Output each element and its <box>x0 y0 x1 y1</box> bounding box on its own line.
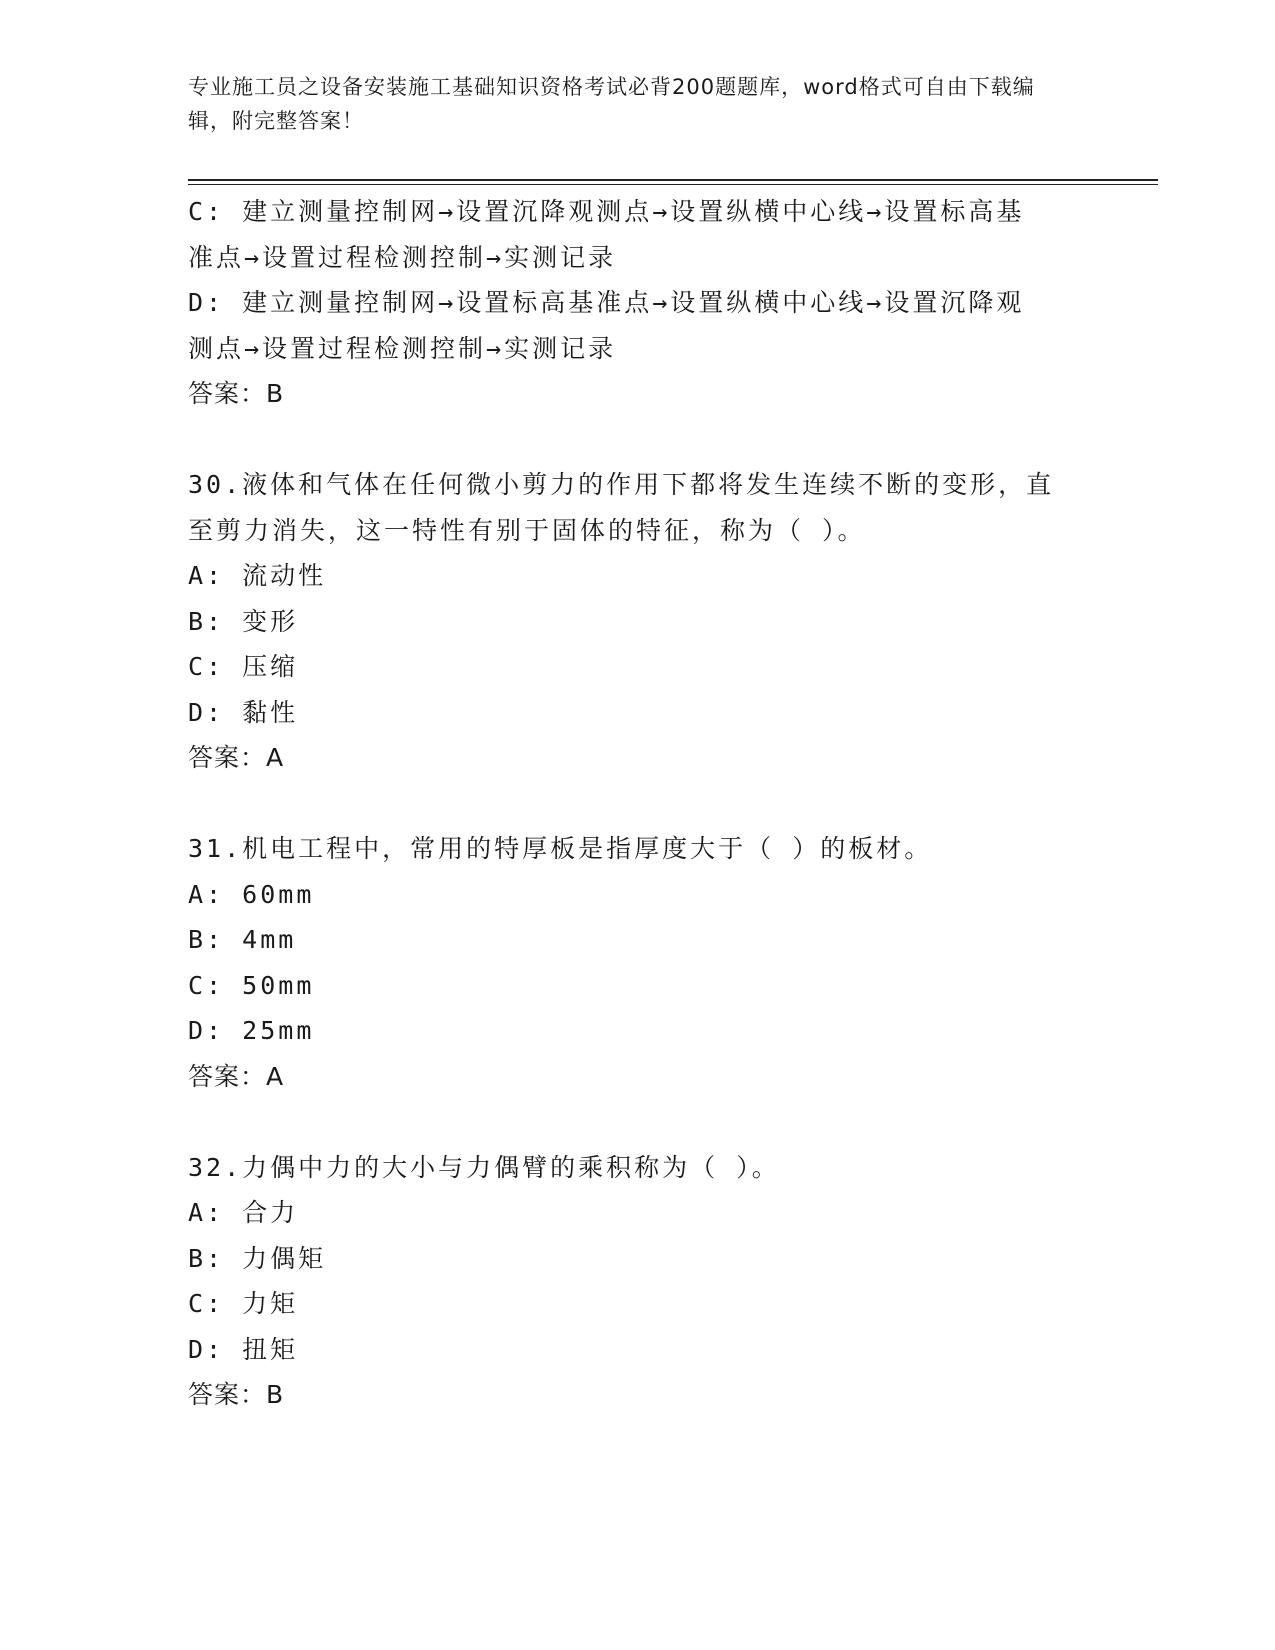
option-text: 扭矩 <box>242 1334 299 1364</box>
option-c <box>188 189 1088 235</box>
header-rule-thin <box>188 184 1158 185</box>
option-a <box>188 872 1088 918</box>
option-text: 变形 <box>242 606 299 636</box>
option-text: 建立测量控制网→设置沉降观测点→设置纵横中心线→设置标高基 <box>242 197 1025 226</box>
option-text: 黏性 <box>242 697 299 727</box>
option-label: C: <box>188 197 225 226</box>
option-label: A: <box>188 561 225 590</box>
header-text: 专业施工员之设备安装施工基础知识资格考试必背200题题库，word格式可自由下载编辑，附完整答案！ <box>188 75 1035 133</box>
question-31 <box>188 826 1088 1099</box>
option-a <box>188 553 1088 599</box>
option-c <box>188 1281 1088 1327</box>
question-stem-continued: 至剪力消失，这一特性有别于固体的特征，称为（ ）。 <box>188 515 866 545</box>
option-label: C: <box>188 970 225 1000</box>
question-stem: 30.液体和气体在任何微小剪力的作用下都将发生连续不断的变形，直 <box>188 470 1055 499</box>
header-rule-thick <box>188 179 1158 181</box>
option-label: A: <box>188 879 225 909</box>
option-b <box>188 1236 1088 1282</box>
option-b <box>188 917 1088 963</box>
carryover-block <box>188 189 1088 417</box>
option-label: D: <box>188 1016 225 1045</box>
option-label: D: <box>188 288 225 317</box>
option-text: 建立测量控制网→设置标高基准点→设置纵横中心线→设置沉降观 <box>242 288 1025 317</box>
option-text: 力偶矩 <box>242 1243 327 1273</box>
option-text: 4mm <box>242 925 297 954</box>
option-text: 力矩 <box>242 1289 299 1318</box>
option-d <box>188 1327 1088 1373</box>
spacer <box>188 417 1088 463</box>
answer-line: 答案：A <box>188 1061 285 1091</box>
option-text: 60mm <box>242 879 315 909</box>
question-32 <box>188 1145 1088 1418</box>
option-label: D: <box>188 1334 225 1364</box>
option-text: 压缩 <box>242 652 299 681</box>
option-c-continued: 准点→设置过程检测控制→实测记录 <box>188 242 617 272</box>
option-label: B: <box>188 606 225 636</box>
option-label: B: <box>188 925 225 954</box>
option-text: 流动性 <box>242 561 327 590</box>
option-label: C: <box>188 1289 225 1318</box>
question-stem: 32.力偶中力的大小与力偶臂的乘积称为（ ）。 <box>188 1152 780 1182</box>
option-d <box>188 280 1088 326</box>
option-b <box>188 599 1088 645</box>
option-text: 50mm <box>242 970 315 1000</box>
document-header <box>188 70 1078 138</box>
answer-line: 答案：B <box>188 1380 285 1409</box>
option-d-continued: 测点→设置过程检测控制→实测记录 <box>188 333 617 363</box>
option-d <box>188 1008 1088 1054</box>
option-label: B: <box>188 1243 225 1273</box>
spacer <box>188 781 1088 827</box>
option-label: C: <box>188 652 225 681</box>
option-a <box>188 1190 1088 1236</box>
option-label: A: <box>188 1198 225 1227</box>
answer-line: 答案：A <box>188 743 285 772</box>
spacer <box>188 1099 1088 1145</box>
option-text: 25mm <box>242 1016 315 1045</box>
option-c <box>188 644 1088 690</box>
option-d <box>188 690 1088 736</box>
option-text: 合力 <box>242 1198 299 1227</box>
option-c <box>188 963 1088 1009</box>
question-30 <box>188 462 1088 781</box>
option-label: D: <box>188 697 225 727</box>
answer-line: 答案：B <box>188 379 285 408</box>
question-stem: 31.机电工程中，常用的特厚板是指厚度大于（ ）的板材。 <box>188 834 933 863</box>
question-content <box>188 189 1088 1418</box>
